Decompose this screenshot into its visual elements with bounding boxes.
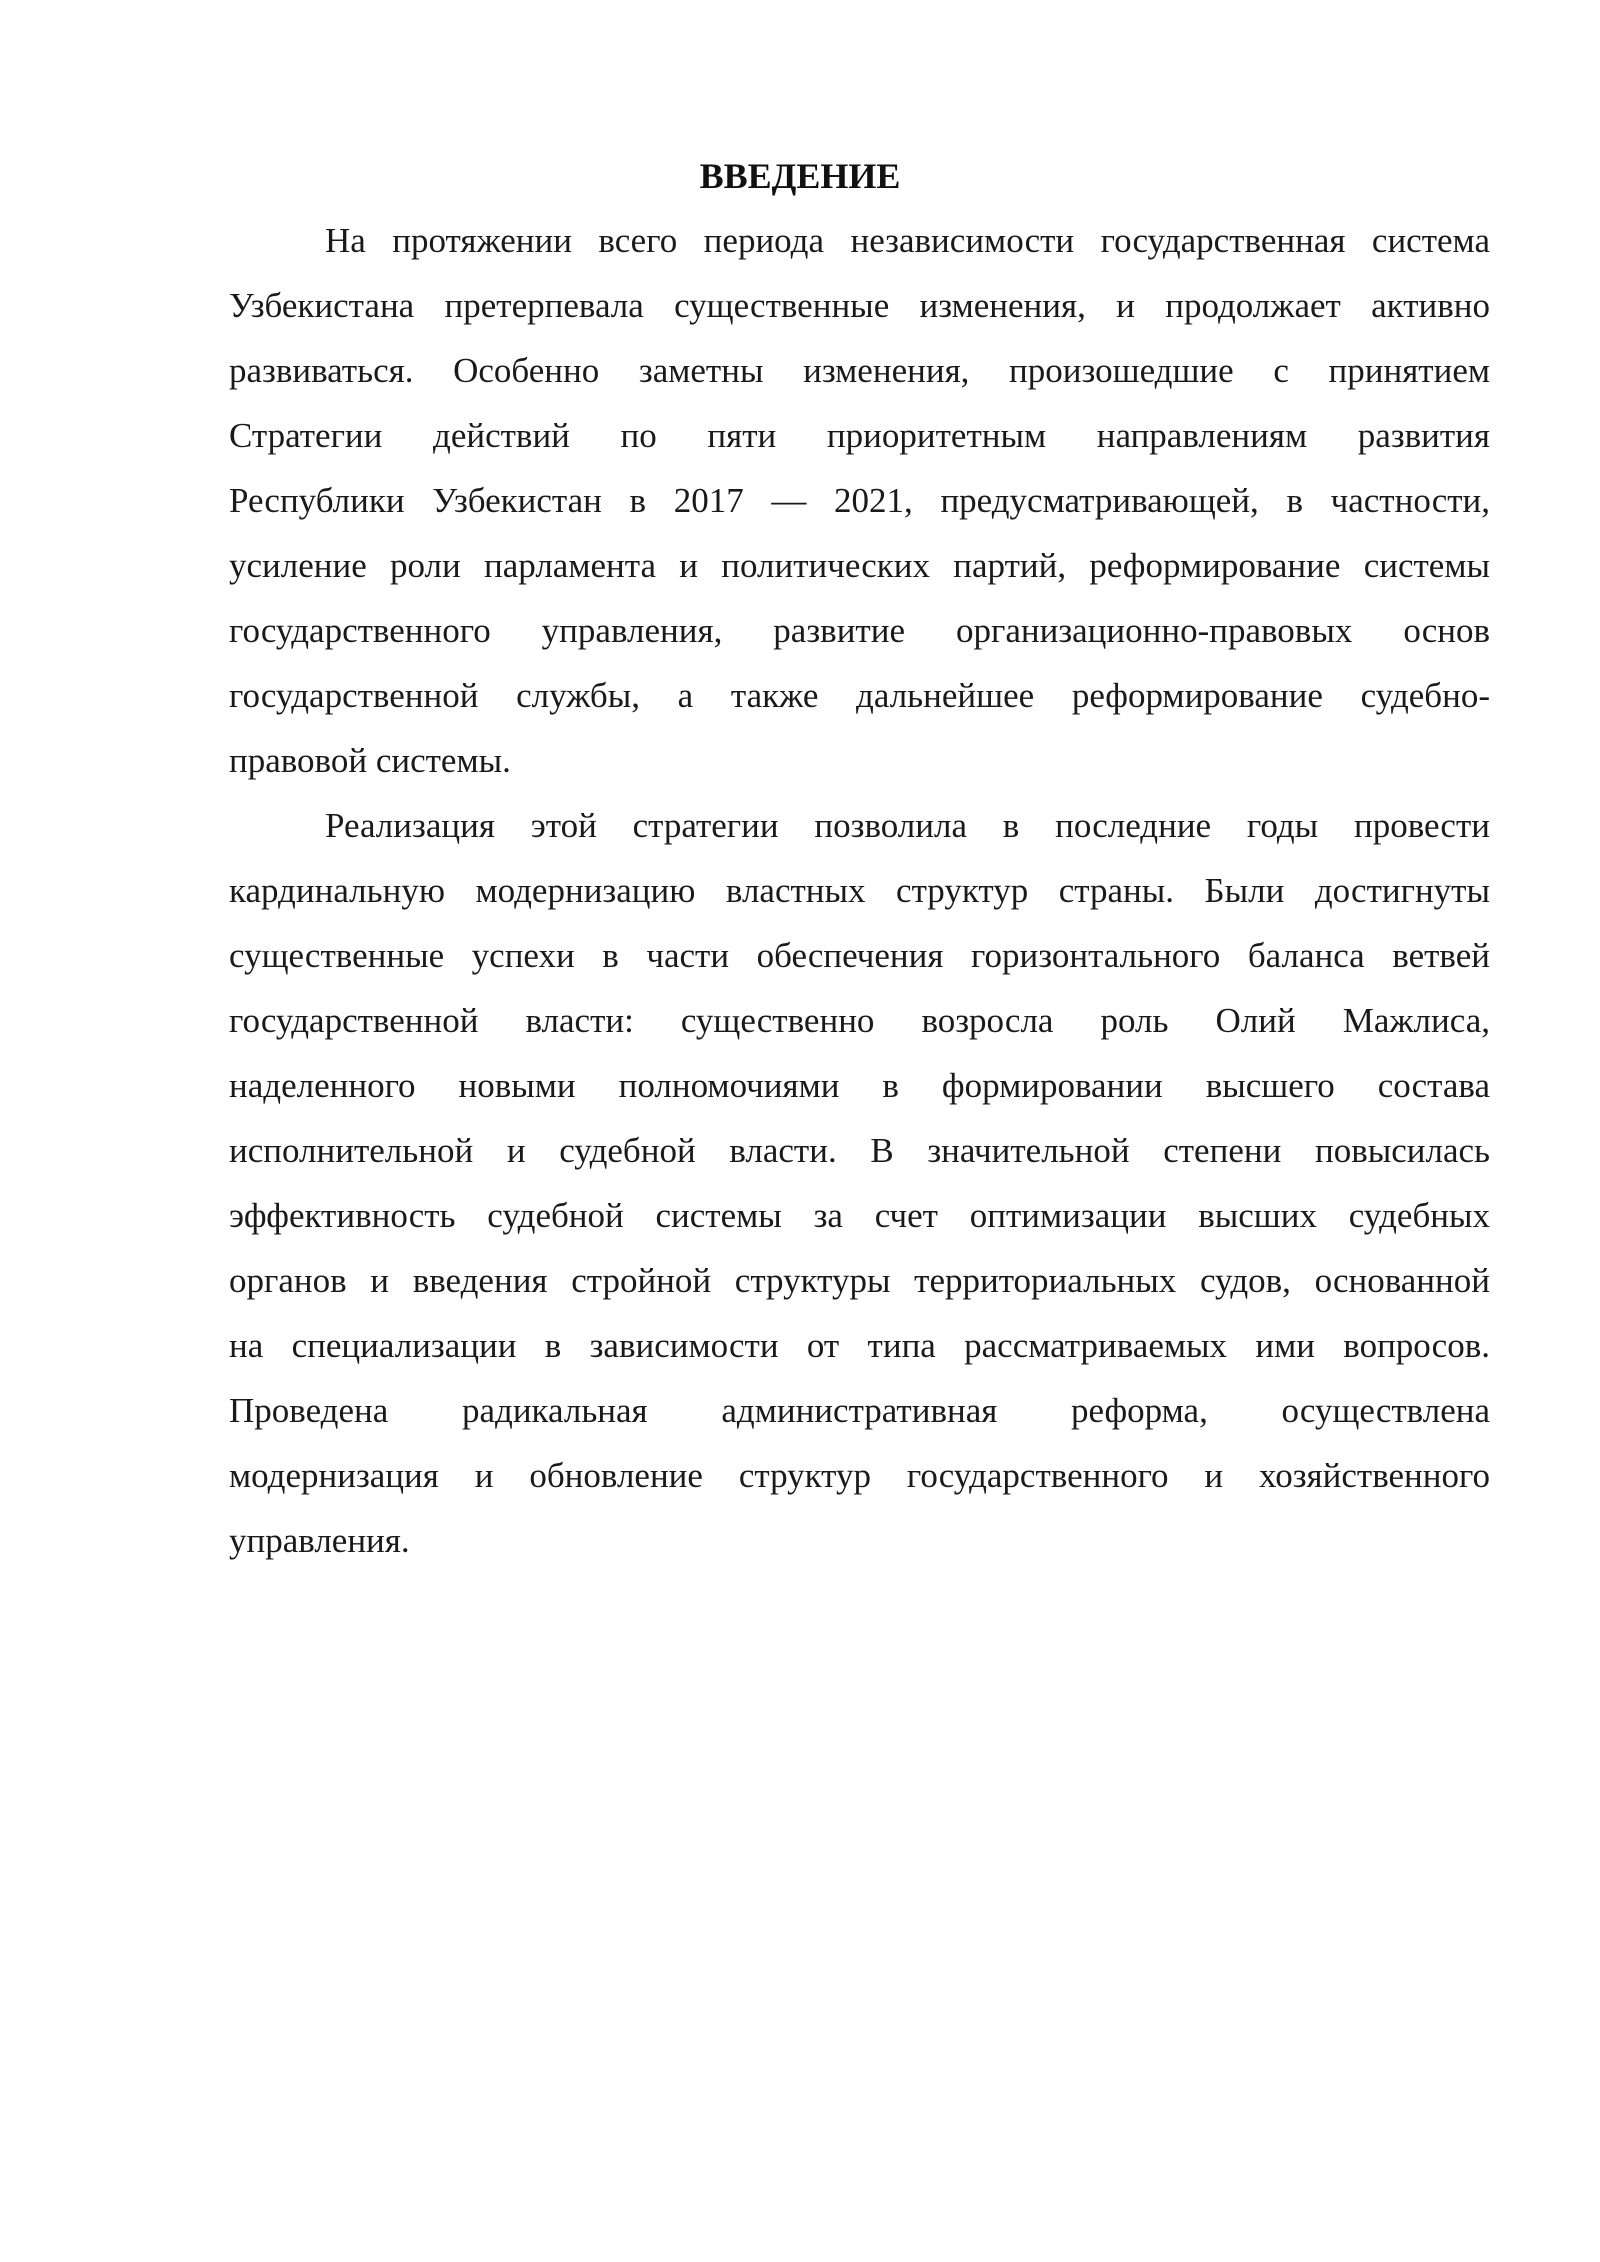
paragraph-line: кардинальную модернизацию властных структур страны. Были достигнуты <box>229 871 1490 910</box>
paragraph-line: государственной власти: существенно возросла роль Олий Мажлиса, <box>229 1001 1490 1040</box>
paragraph-2 <box>229 793 1490 1573</box>
paragraph-line: управления. <box>229 1521 410 1560</box>
paragraph-line: государственного управления, развитие организационно-правовых основ <box>229 611 1490 650</box>
paragraph-line: модернизация и обновление структур государственного и хозяйственного <box>229 1456 1490 1495</box>
paragraph-line: Республики Узбекистан в 2017 — 2021, предусматривающей, в частности, <box>229 481 1490 520</box>
page-title: ВВЕДЕНИЕ <box>699 156 901 196</box>
paragraph-line: наделенного новыми полномочиями в формировании высшего состава <box>229 1066 1490 1105</box>
paragraph-line: развиваться. Особенно заметны изменения, произошедшие с принятием <box>229 351 1490 390</box>
paragraph-line: на специализации в зависимости от типа рассматриваемых ими вопросов. <box>229 1326 1490 1365</box>
paragraph-line: Проведена радикальная административная реформа, осуществлена <box>229 1391 1490 1430</box>
paragraph-line: исполнительной и судебной власти. В значительной степени повысилась <box>229 1131 1490 1170</box>
paragraph-line: существенные успехи в части обеспечения горизонтального баланса ветвей <box>229 936 1490 975</box>
paragraph-line: На протяжении всего периода независимости государственная система <box>325 221 1490 260</box>
paragraph-line: эффективность судебной системы за счет оптимизации высших судебных <box>229 1196 1490 1235</box>
body-text <box>229 208 1490 1573</box>
paragraph-line: правовой системы. <box>229 741 511 780</box>
paragraph-1 <box>229 208 1490 793</box>
paragraph-line: государственной службы, а также дальнейшее реформирование судебно- <box>229 676 1490 715</box>
paragraph-line: Узбекистана претерпевала существенные изменения, и продолжает активно <box>229 286 1490 325</box>
paragraph-line: усиление роли парламента и политических партий, реформирование системы <box>229 546 1490 585</box>
paragraph-line: органов и введения стройной структуры территориальных судов, основанной <box>229 1261 1490 1300</box>
paragraph-line: Стратегии действий по пяти приоритетным направлениям развития <box>229 416 1490 455</box>
paragraph-line: Реализация этой стратегии позволила в последние годы провести <box>325 806 1490 845</box>
